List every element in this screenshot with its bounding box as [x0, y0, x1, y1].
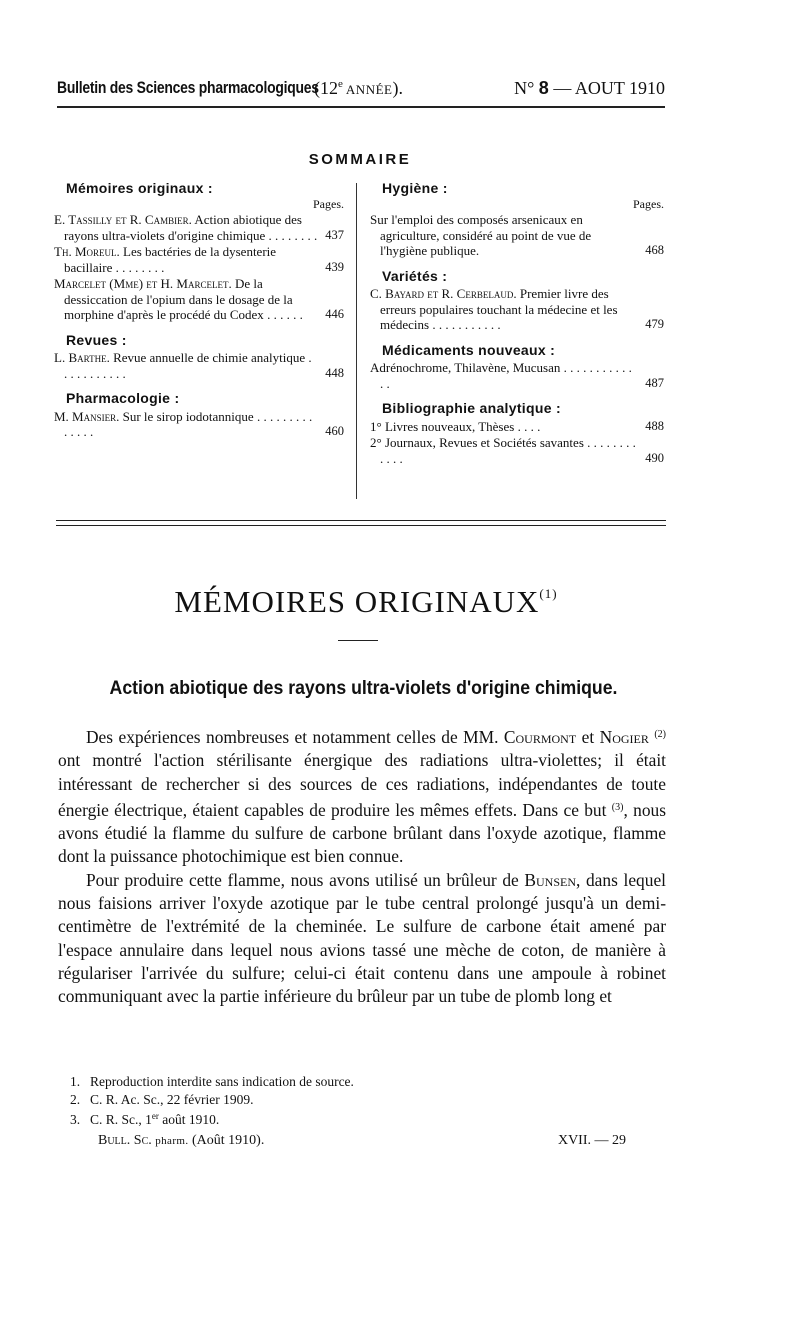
footnote-ref: (3) — [611, 801, 624, 813]
toc-title: 1° Livres nouveaux, Thèses — [370, 418, 515, 434]
text-run: ont montré l'action stérilisante énergique des radiations ultra-violettes; il était intéressant de rechercher si des sources de ces radiations, indépendantes de toute énergie électrique, étaient capables de produire les mêmes effets. Dans ce but — [58, 750, 666, 820]
text-run: Pour produire cette flamme, nous avons utilisé un brûleur de — [86, 869, 525, 890]
journal-year — [314, 78, 403, 99]
toc-entry: C. Bayard et R. Cerbelaud. Premier livre des erreurs populaires touchant la médecine et les médecins . . . . . . . . . . . 479 — [370, 286, 664, 332]
footnote-number: 1. — [70, 1074, 81, 1089]
toc-entry: L. Barthe. Revue annuelle de chimie analytique . . . . . . . . . . . 448 — [54, 350, 344, 381]
toc-title: Premier livre des erreurs populaires touchant la médecine et les médecins — [380, 286, 618, 332]
toc-author: M. Mansier. — [54, 408, 120, 424]
toc-entry: Adrénochrome, Thilavène, Mucusan . . . . . . . . . . . . . 487 — [370, 360, 664, 391]
toc-title: Les bactéries de la dysenterie bacillaire — [64, 244, 277, 275]
toc-page: 439 — [325, 259, 344, 274]
running-header — [57, 74, 665, 108]
toc-section-title: Mémoires originaux : — [66, 180, 213, 196]
footnote-text: C. R. Ac. Sc., 22 février 1909. — [90, 1091, 254, 1107]
toc-page: 446 — [325, 307, 344, 321]
year-sup: e — [338, 78, 343, 90]
toc-page: 460 — [325, 424, 344, 438]
toc-left-column — [54, 181, 344, 441]
issue-prefix: N° — [514, 78, 539, 98]
toc-section-title: Revues : — [66, 331, 127, 348]
footnote-ref: (1) — [539, 586, 558, 601]
toc-heading: SOMMAIRE — [308, 151, 412, 168]
pages-label: Pages. — [313, 196, 344, 211]
toc-entry: E. Tassilly et R. Cambier. Action abiotique des rayons ultra-violets d'origine chimique . . . . . . . . 437 — [54, 212, 344, 243]
author-name: Nogier — [599, 727, 649, 747]
issue-number: 8 — [538, 78, 549, 98]
footnote-number: 2. — [70, 1091, 81, 1107]
toc-page: 479 — [645, 317, 664, 331]
text-run: , dans lequel nous faisions arriver l'oxyde azotique par le tube central prolongé jusqu'à un demi-centimètre de l'extrémité de la cheminée. Le sulfure de carbone était amené par l'espace annulaire dans lequel nous avions tassé une mèche de coton, de manière à régulariser l'arrivée du sulfure; celui-ci était contenu dans une ampoule à robinet communiquant avec la partie inférieure du brûleur par un tube de plomb long et — [58, 869, 666, 1007]
year-word: ANNÉE — [342, 82, 393, 97]
toc-entry — [370, 212, 664, 259]
footnote — [70, 1073, 670, 1091]
paragraph — [58, 869, 666, 1009]
toc-title: De la dessiccation de l'opium dans le dosage de la morphine d'après le procédé du Codex — [64, 276, 293, 322]
toc-entry: Th. Moreul. Les bactéries de la dysenterie bacillaire . . . . . . . . 439 — [54, 244, 344, 275]
section-rule — [56, 520, 666, 521]
text-run: et — [576, 727, 600, 747]
issue-info — [514, 78, 665, 99]
footer-folio: XVII. — 29 — [557, 1133, 626, 1148]
issue-date: — AOUT 1910 — [548, 78, 665, 98]
text-run: , nous avons étudié la flamme du sulfure de carbone brûlant dans l'oxyde azotique, flamme dont la puissance photochimique est bien connue. — [58, 799, 666, 867]
toc-section-title: Variétés : — [382, 267, 448, 284]
toc-title: Revue annuelle de chimie analytique — [109, 350, 306, 365]
footer-text: (Août 1910). — [188, 1133, 265, 1148]
toc-page: 488 — [645, 418, 664, 433]
footnote-text: Reproduction interdite sans indication de source. — [90, 1074, 354, 1089]
paragraph — [58, 723, 666, 869]
toc-title: Action abiotique des rayons ultra-violets d'origine chimique — [64, 212, 302, 243]
toc-entry: M. Mansier. Sur le sirop iodotannique . . . . . . . . . . . . . . 460 — [54, 408, 344, 439]
toc-title: Sur l'emploi des composés arsenicaux en agriculture, considéré au point de vue de l'hygiène publique. — [370, 212, 592, 258]
footnote — [70, 1091, 670, 1109]
toc-page: 468 — [645, 243, 664, 257]
toc-page: 490 — [645, 450, 664, 465]
footer-citation — [98, 1133, 264, 1149]
footer-text: Bull. Sc. — [98, 1133, 156, 1148]
footer-text: pharm. — [155, 1135, 189, 1147]
footnote — [70, 1108, 670, 1129]
footnote-text: C. R. Sc., 1 — [90, 1112, 152, 1127]
main-title — [0, 584, 732, 620]
toc-title: 2° Journaux, Revues et Sociétés savantes — [370, 435, 584, 450]
toc-right-column — [370, 181, 664, 467]
year-open: (12 — [314, 78, 338, 98]
article-title: Action abiotique des rayons ultra-violets d'origine chimique. — [109, 678, 618, 699]
footnote-number: 3. — [70, 1112, 81, 1127]
main-title-text: MÉMOIRES ORIGINAUX — [174, 584, 540, 619]
toc-entry: 1° Livres nouveaux, Thèses . . . . 488 — [370, 418, 664, 434]
year-close: ). — [392, 78, 403, 98]
toc-author: L. Barthe. — [54, 350, 110, 365]
toc-section-title: Pharmacologie : — [66, 390, 180, 406]
author-name: Courmont — [503, 727, 577, 747]
toc-title: Sur le sirop iodotannique — [119, 408, 254, 424]
title-rule — [338, 640, 378, 641]
footnote-ref: (2) — [654, 729, 666, 740]
toc-section-title: Hygiène : — [382, 180, 448, 196]
footnotes — [70, 1073, 670, 1129]
pages-label: Pages. — [633, 196, 664, 211]
toc-section-title: Bibliographie analytique : — [382, 400, 561, 416]
footnote-sup: er — [151, 1111, 159, 1121]
column-divider — [356, 183, 357, 499]
journal-name: Bulletin des Sciences pharmacologiques — [57, 78, 319, 97]
toc-section-title: Médicaments nouveaux : — [382, 341, 556, 358]
author-name: Bunsen — [524, 869, 576, 890]
toc-author: C. Bayard et R. Cerbelaud. — [370, 286, 517, 301]
toc-author: Th. Moreul. — [54, 244, 120, 259]
toc-entry: 2° Journaux, Revues et Sociétés savantes . . . . . . . . . . . . 490 — [370, 435, 664, 466]
toc-title: Adrénochrome, Thilavène, Mucusan — [370, 360, 561, 375]
toc-page: 448 — [325, 365, 344, 380]
toc-page: 437 — [325, 227, 344, 242]
section-rule — [56, 525, 666, 526]
toc-entry: Marcelet (Mme) et H. Marcelet. De la dessiccation de l'opium dans le dosage de la morphine d'après le procédé du Codex . . . . . . 446 — [54, 276, 344, 322]
footnote-text: août 1910. — [158, 1112, 220, 1127]
toc-author: E. Tassilly et R. Cambier. — [54, 212, 192, 227]
article-body — [58, 723, 666, 1009]
text-run: Des expériences nombreuses et notamment celles de MM. — [86, 727, 504, 747]
toc-author: Marcelet (Mme) et H. Marcelet. — [54, 276, 232, 291]
toc-page: 487 — [645, 375, 664, 390]
